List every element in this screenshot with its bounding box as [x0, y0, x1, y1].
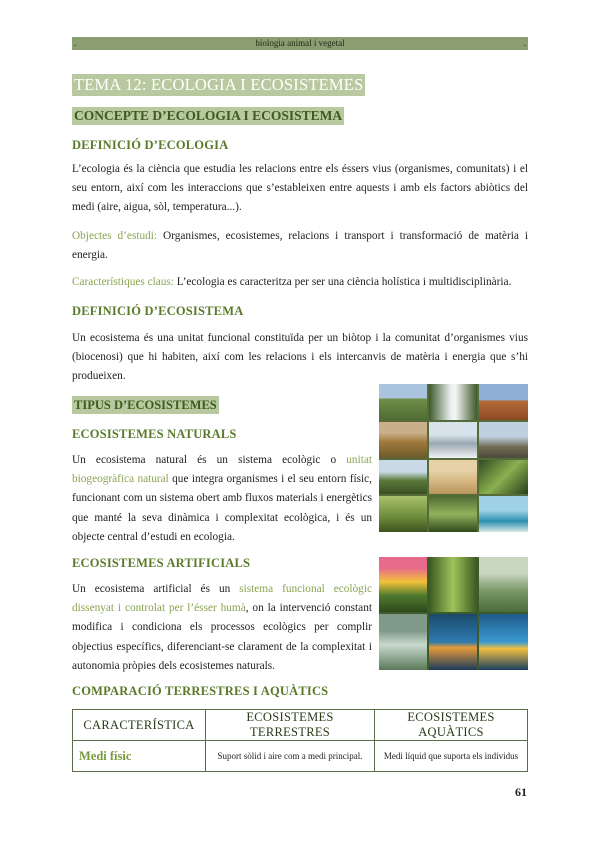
- section-concept-heading: CONCEPTE D’ECOLOGIA I ECOSISTEMA: [74, 108, 343, 123]
- artificials-paragraph: [72, 580, 372, 676]
- artificials-text-b: , on la intervenció constant modifica i condiciona els processos ecològics per complir objectius específics, diferenciant-se clarament de la complexitat i autonomia pròpies dels ecosistemes naturals.: [72, 602, 372, 672]
- header-title: biologia animal i vegetal: [255, 38, 345, 48]
- def-ecosistema-paragraph: Un ecosistema és una unitat funcional constituïda per un biòtop i la comunitat d’organismes vius (biocenosi) que hi habiten, així com les relacions i els intercanvis de matèria i energia que s’hi produeixen.: [72, 332, 528, 383]
- objects-text: Organismes, ecosistemes, relacions i transport i transformació de matèria i energia.: [72, 230, 528, 262]
- comparison-table: [72, 709, 528, 772]
- naturals-paragraph: [72, 451, 372, 547]
- objects-label: Objectes d’estudi:: [72, 230, 158, 242]
- def-ecosistema-heading: DEFINICIÓ D’ECOSISTEMA: [72, 304, 244, 318]
- table-header-cell: ECOSISTEMES AQUÀTICS: [375, 710, 528, 741]
- artificials-highlight: sistema funcional ecològic dissenyat i controlat per l’ésser humà: [72, 583, 372, 615]
- section-types-heading: TIPUS D’ECOSISTEMES: [74, 398, 217, 412]
- objects-of-study-paragraph: [72, 227, 528, 265]
- table-row-label: Medi físic: [73, 741, 206, 772]
- naturals-highlight: unitat biogeogràfica natural: [72, 454, 372, 486]
- table-row: [73, 741, 528, 772]
- natural-ecosystems-collage: [379, 384, 528, 532]
- table-cell: Suport sòlid i aire com a medi principal.: [206, 741, 375, 772]
- page-number: 61: [515, 785, 527, 799]
- key-features-paragraph: [72, 273, 528, 292]
- header-left-mark: .: [74, 38, 77, 48]
- def-ecologia-heading: DEFINICIÓ D’ECOLOGIA: [72, 138, 229, 152]
- table-header-row: [73, 710, 528, 741]
- key-features-text: L’ecologia es caracteritza per ser una ciència holística i multidisciplinària.: [173, 276, 512, 288]
- naturals-text-b: que integra organismes i el seu entorn físic, funcionant com un sistema obert amb fluxos materials i energètics que manté la seva dinàmica i complexitat ecològica, i és un objecte central d’estudi en ecologia.: [72, 473, 372, 543]
- naturals-heading: ECOSISTEMES NATURALS: [72, 427, 237, 441]
- comparison-heading: COMPARACIÓ TERRESTRES I AQUÀTICS: [72, 684, 329, 698]
- artificial-ecosystems-collage: [379, 557, 528, 670]
- artificials-text-a: Un ecosistema artificial és un: [72, 583, 240, 595]
- key-features-label: Característiques claus:: [72, 276, 174, 288]
- header-right-mark: .: [523, 38, 526, 48]
- artificials-heading: ECOSISTEMES ARTIFICIALS: [72, 556, 251, 570]
- table-header-cell: CARACTERÍSTICA: [73, 710, 206, 741]
- naturals-text-a: Un ecosistema natural és un sistema ecològic o: [72, 454, 347, 466]
- def-ecologia-paragraph: L’ecologia és la ciència que estudia les relacions entre els éssers vius (organismes, comunitats) i el seu entorn, així com les interaccions que s’estableixen entre aquests i amb els factors abiòtics del medi (aire, aigua, sòl, temperatura...).: [72, 163, 528, 214]
- running-header: [72, 37, 528, 50]
- table-cell: Medi líquid que suporta els individus: [375, 741, 528, 772]
- table-header-cell: ECOSISTEMES TERRESTRES: [206, 710, 375, 741]
- chapter-title: TEMA 12: ECOLOGIA I ECOSISTEMES: [74, 75, 364, 94]
